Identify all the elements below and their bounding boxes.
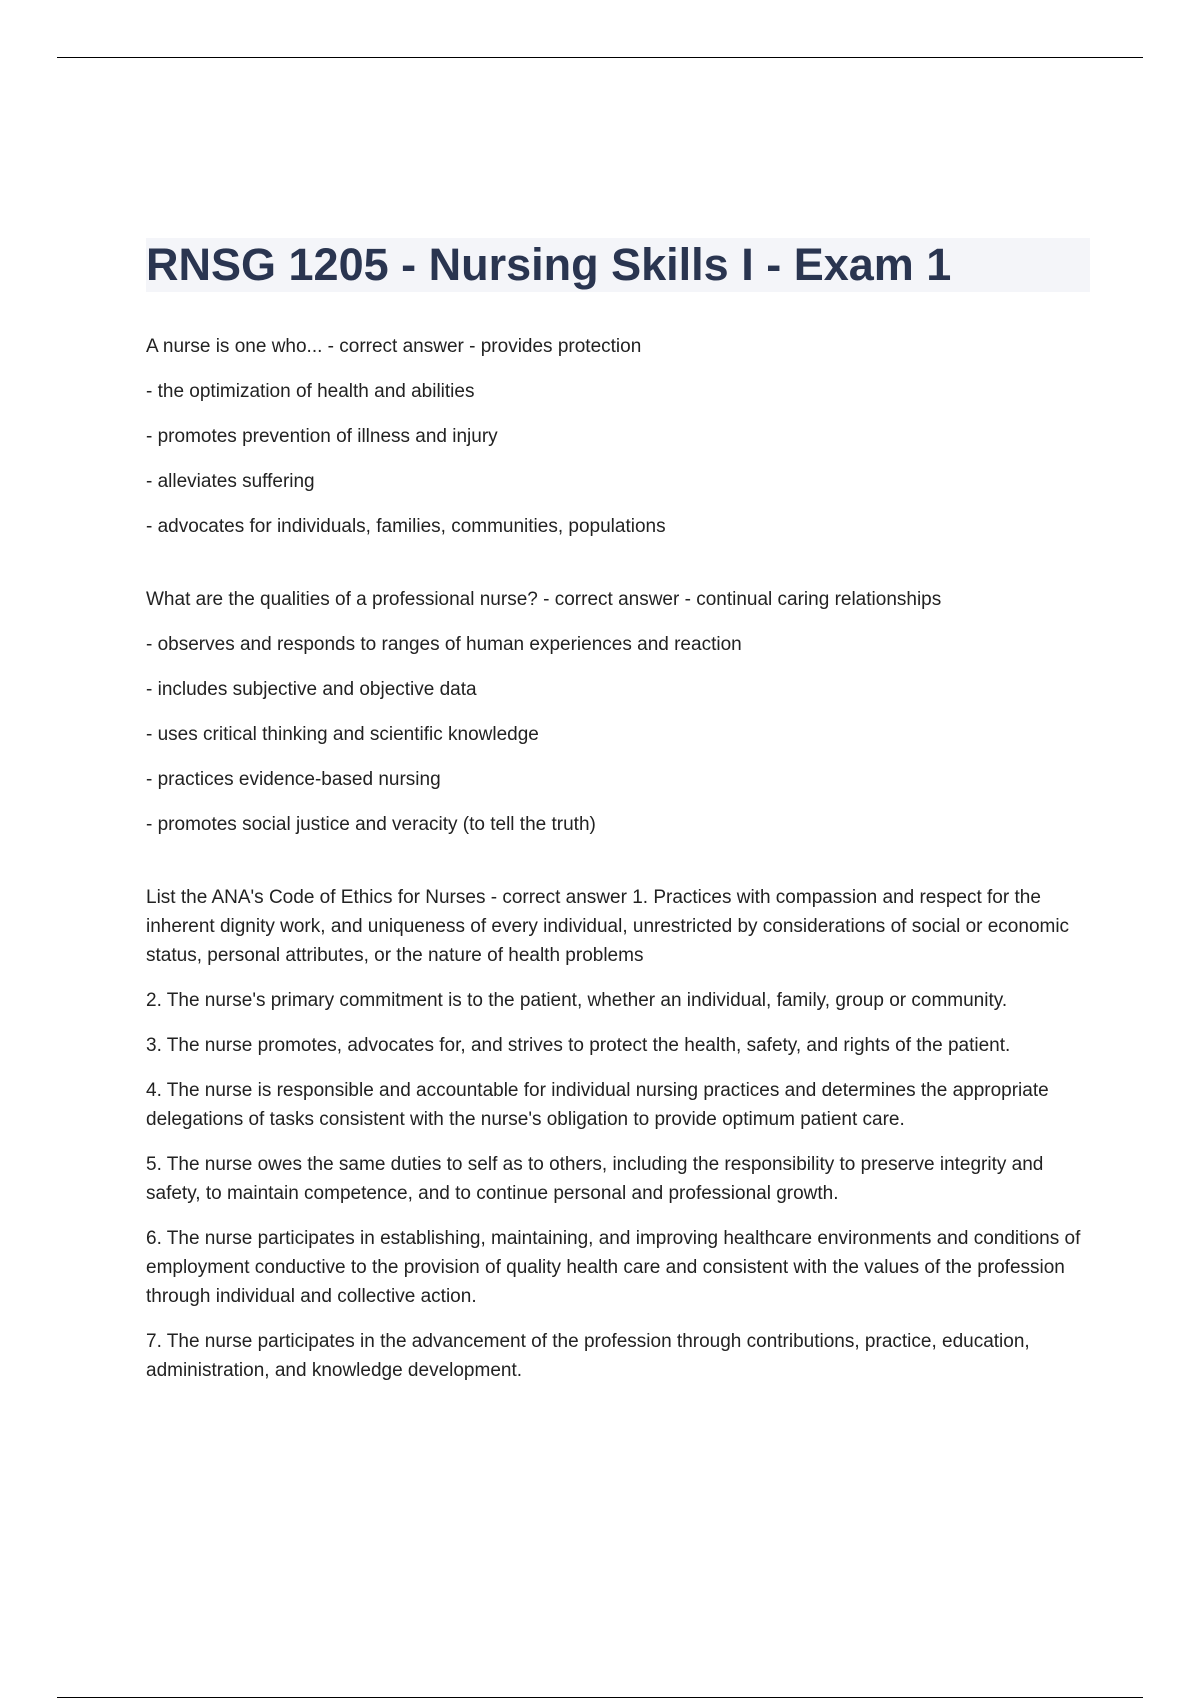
answer-line: - promotes prevention of illness and injury — [146, 426, 498, 447]
answer-line: - observes and responds to ranges of human experiences and reaction — [146, 634, 742, 655]
answer-line: - uses critical thinking and scientific knowledge — [146, 724, 539, 745]
document-body — [146, 238, 1090, 1429]
question-line: What are the qualities of a professional nurse? - correct answer - continual caring relationships — [146, 589, 942, 610]
answer-line: - promotes social justice and veracity (to tell the truth) — [146, 814, 596, 835]
question-line: A nurse is one who... - correct answer - provides protection — [146, 336, 642, 357]
answer-line: - alleviates suffering — [146, 471, 315, 492]
qa-section-nurse-definition — [146, 332, 1090, 541]
answer-line: 3. The nurse promotes, advocates for, and strives to protect the health, safety, and rights of the patient. — [146, 1035, 1011, 1056]
answer-line: - advocates for individuals, families, communities, populations — [146, 516, 666, 537]
answer-line: 5. The nurse owes the same duties to self as to others, including the responsibility to preserve integrity and safety, to maintain competence, and to continue personal and professional growth. — [146, 1154, 1044, 1204]
answer-line: 7. The nurse participates in the advancement of the profession through contributions, practice, education, administration, and knowledge development. — [146, 1331, 1030, 1381]
title-band — [146, 238, 1090, 292]
answer-line: - the optimization of health and abilities — [146, 381, 475, 402]
answer-line: - practices evidence-based nursing — [146, 769, 441, 790]
answer-line: 4. The nurse is responsible and accountable for individual nursing practices and determines the appropriate delegations of tasks consistent with the nurse's obligation to provide optimum patient care. — [146, 1080, 1049, 1130]
question-line: List the ANA's Code of Ethics for Nurses - correct answer 1. Practices with compassion and respect for the inherent dignity work, and uniqueness of every individual, unrestricted by considerations of social or economic status, personal attributes, or the nature of health problems — [146, 887, 1070, 966]
bottom-rule — [57, 1697, 1143, 1698]
qa-section-code-of-ethics — [146, 883, 1090, 1385]
answer-line: - includes subjective and objective data — [146, 679, 477, 700]
top-rule — [57, 57, 1143, 58]
answer-line: 2. The nurse's primary commitment is to the patient, whether an individual, family, group or community. — [146, 990, 1008, 1011]
answer-line: 6. The nurse participates in establishing, maintaining, and improving healthcare environments and conditions of employment conductive to the provision of quality health care and consistent with the values of the profession through individual and collective action. — [146, 1228, 1081, 1307]
qa-section-nurse-qualities — [146, 585, 1090, 839]
page-title: RNSG 1205 - Nursing Skills I - Exam 1 — [146, 239, 952, 290]
